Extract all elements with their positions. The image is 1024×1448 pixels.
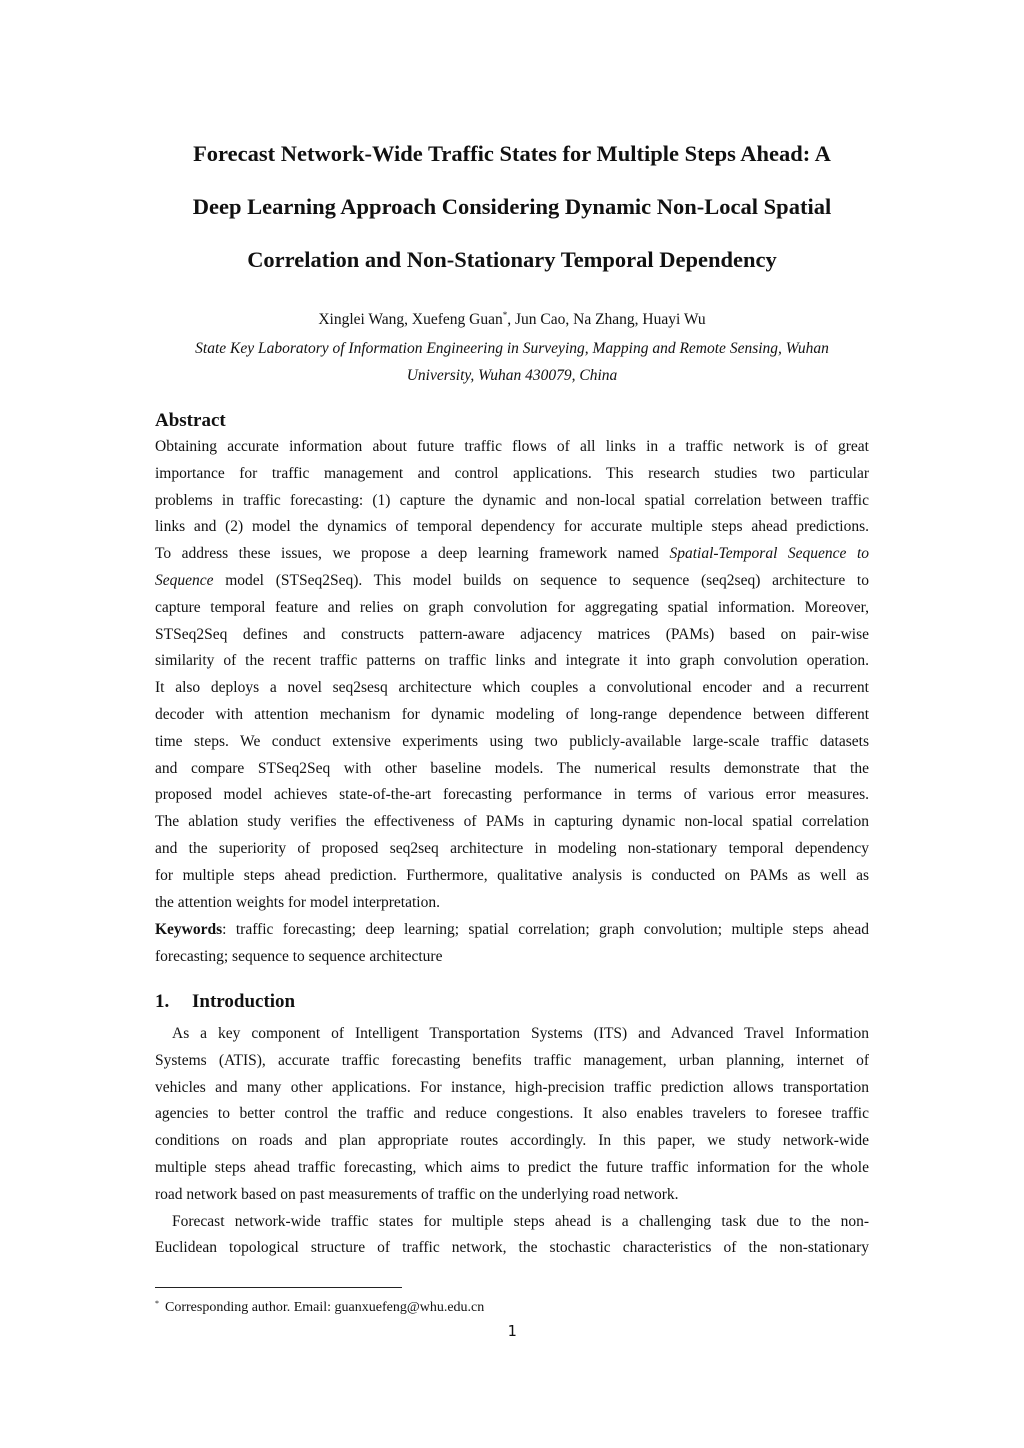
abstract-line: Obtaining accurate information about future traffic flows of all links in a traffic network is of great	[155, 438, 869, 455]
section-number: 1.	[155, 991, 170, 1012]
author-names-first: Xinglei Wang, Xuefeng Guan	[318, 311, 503, 328]
introduction-line: Systems (ATIS), accurate traffic forecasting benefits traffic management, urban planning, internet of	[155, 1051, 869, 1069]
model-name-italic: Spatial-Temporal Sequence to	[669, 545, 869, 563]
introduction-line: Forecast network-wide traffic states for multiple steps ahead is a challenging task due to the non-	[172, 1212, 869, 1230]
introduction-line: conditions on roads and plan appropriate routes accordingly. In this paper, we study network-wide	[155, 1132, 869, 1150]
abstract-line-text: To address these issues, we propose a deep learning framework named	[155, 545, 670, 563]
affiliation-line: University, Wuhan 430079, China	[406, 367, 618, 384]
corresponding-author-mark: *	[502, 310, 508, 320]
abstract-line: similarity of the recent traffic patterns on traffic links and integrate it into graph convolution operation.	[155, 652, 869, 670]
introduction-line: agencies to better control the traffic and reduce congestions. It also enables travelers to foresee traffic	[155, 1105, 869, 1123]
introduction-line: Euclidean topological structure of traffic network, the stochastic characteristics of the non-stationary	[155, 1239, 869, 1257]
abstract-line: importance for traffic management and control applications. This research studies two particular	[155, 464, 869, 482]
keywords-label: Keywords	[155, 921, 223, 938]
abstract-line	[155, 541, 869, 568]
footnote-text: Corresponding author. Email: guanxuefeng@whu.edu.cn	[165, 1300, 485, 1315]
title-line: Forecast Network-Wide Traffic States for Multiple Steps Ahead: A	[193, 141, 831, 166]
keywords	[155, 917, 869, 971]
introduction-body	[155, 1021, 869, 1262]
keywords-line: forecasting; sequence to sequence architecture	[155, 947, 443, 965]
keywords-text: : traffic forecasting; deep learning; spatial correlation; graph convolution; multiple steps ahead	[222, 921, 869, 938]
introduction-line: As a key component of Intelligent Transportation Systems (ITS) and Advanced Travel Information	[172, 1025, 869, 1042]
abstract-line: links and (2) model the dynamics of temporal dependency for accurate multiple steps ahead predictions.	[155, 518, 869, 536]
abstract-line	[155, 568, 869, 595]
keywords-line	[155, 917, 869, 944]
affiliation-line: State Key Laboratory of Information Engineering in Surveying, Mapping and Remote Sensing, Wuhan	[195, 340, 829, 357]
abstract-line: STSeq2Seq defines and constructs pattern-aware adjacency matrices (PAMs) based on pair-wise	[155, 625, 869, 643]
abstract-line: the attention weights for model interpretation.	[155, 893, 440, 911]
model-name-italic: Sequence	[155, 571, 214, 589]
abstract-line: time steps. We conduct extensive experiments using two publicly-available large-scale traffic datasets	[155, 732, 869, 750]
abstract-line: capture temporal feature and relies on graph convolution for aggregating spatial information. Moreover,	[155, 598, 869, 616]
abstract-line: and compare STSeq2Seq with other baseline models. The numerical results demonstrate that the	[155, 759, 869, 777]
footnote-divider	[155, 1287, 402, 1288]
abstract-line-text: model (STSeq2Seq). This model builds on sequence to sequence (seq2seq) architecture to	[213, 571, 869, 589]
abstract-body	[155, 434, 869, 916]
abstract-line: decoder with attention mechanism for dynamic modeling of long-range dependence between different	[155, 705, 869, 723]
footnote-mark: *	[155, 1299, 159, 1308]
title-line: Correlation and Non-Stationary Temporal Dependency	[247, 247, 777, 272]
author-list	[0, 309, 1024, 331]
abstract-line: for multiple steps ahead prediction. Furthermore, qualitative analysis is conducted on PAMs as well as	[155, 866, 869, 884]
abstract-line: The ablation study verifies the effectiveness of PAMs in capturing dynamic non-local spatial correlation	[155, 813, 869, 831]
footnote	[155, 1298, 484, 1318]
abstract-line: and the superiority of proposed seq2seq architecture in modeling non-stationary temporal dependency	[155, 839, 869, 857]
author-names-rest: , Jun Cao, Na Zhang, Huayi Wu	[507, 311, 706, 328]
abstract-line: problems in traffic forecasting: (1) capture the dynamic and non-local spatial correlation between traffic	[155, 491, 869, 509]
paper-title	[140, 127, 884, 286]
page-number: 1	[507, 1322, 517, 1340]
abstract-line: proposed model achieves state-of-the-art forecasting performance in terms of various error measures.	[155, 786, 869, 804]
affiliation	[150, 335, 874, 389]
title-line: Deep Learning Approach Considering Dynamic Non-Local Spatial	[192, 194, 832, 219]
abstract-line: It also deploys a novel seq2sesq architecture which couples a convolutional encoder and a recurrent	[155, 679, 869, 697]
introduction-line: vehicles and many other applications. For instance, high-precision traffic prediction allows transportation	[155, 1078, 869, 1096]
introduction-line: multiple steps ahead traffic forecasting, which aims to predict the future traffic information for the whole	[155, 1158, 869, 1176]
introduction-heading	[155, 990, 295, 1014]
introduction-line: road network based on past measurements of traffic on the underlying road network.	[155, 1185, 679, 1203]
section-title: Introduction	[192, 991, 296, 1012]
abstract-heading: Abstract	[155, 410, 226, 431]
